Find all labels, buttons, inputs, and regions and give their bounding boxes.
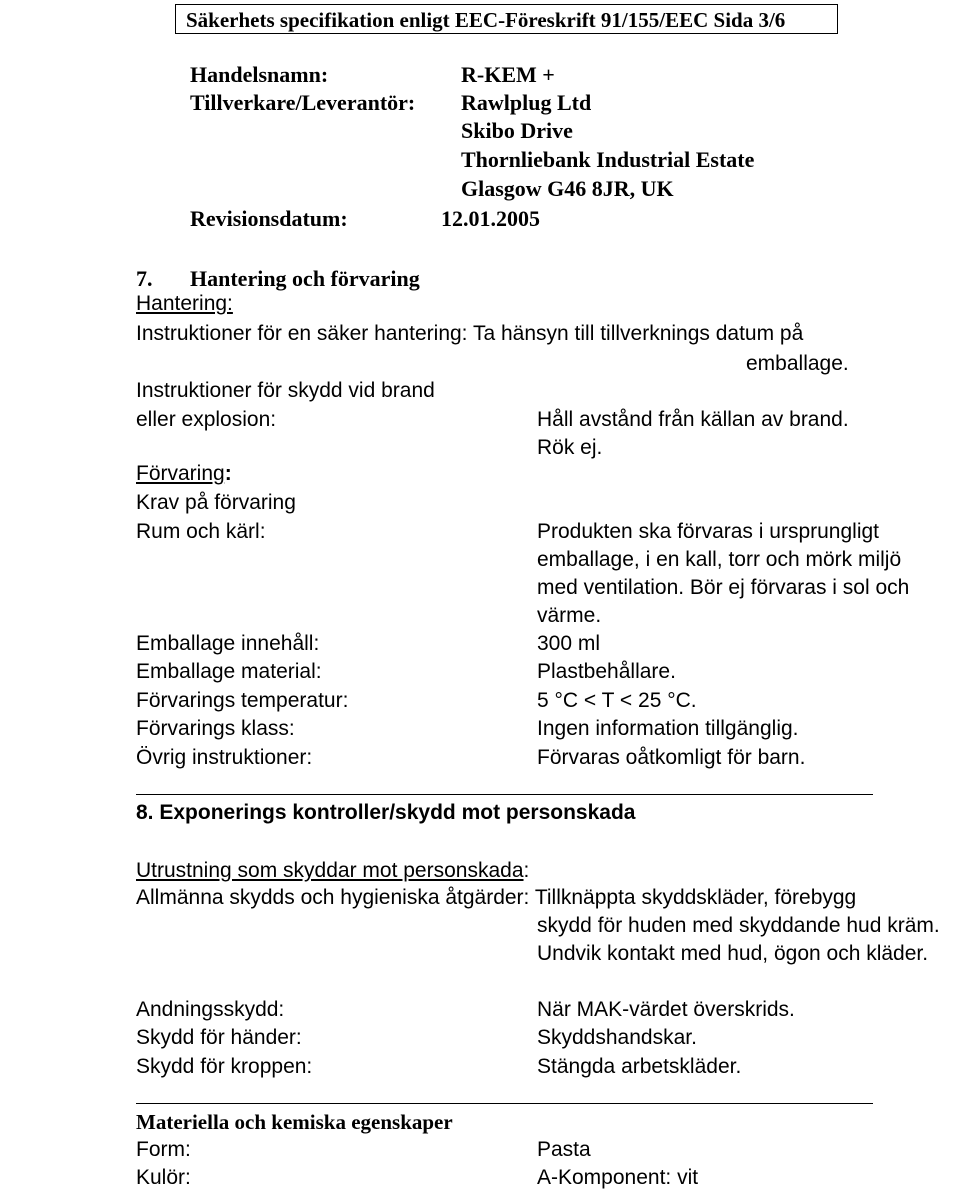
divider	[136, 1103, 873, 1104]
row-value: Ingen information tillgänglig.	[537, 717, 799, 740]
handling-heading: Hantering:	[136, 292, 233, 315]
section7-title: Hantering och förvaring	[190, 266, 420, 291]
row-label: Övrig instruktioner:	[136, 746, 313, 769]
rooms-value-line: emballage, i en kall, torr och mörk miljö	[537, 548, 902, 571]
header-title: Säkerhets specifikation enligt EEC-Föreskrift 91/155/EEC Sida 3/6	[186, 8, 786, 32]
row-value: Stängda arbetskläder.	[537, 1055, 742, 1078]
fire-label: eller explosion:	[136, 408, 277, 431]
manufacturer-label: Tillverkare/Leverantör:	[190, 90, 416, 115]
revision-label: Revisionsdatum:	[190, 206, 348, 231]
ppe-heading: Utrustning som skyddar mot personskada	[136, 859, 524, 882]
manufacturer-line: Thornliebank Industrial Estate	[461, 147, 755, 172]
tradename-value: R-KEM +	[461, 62, 555, 87]
section8-title: 8. Exponerings kontroller/skydd mot personskada	[136, 801, 636, 824]
row-value: A-Komponent: vit	[537, 1166, 699, 1189]
row-value: Pasta	[537, 1138, 591, 1161]
storage-colon: :	[224, 462, 232, 485]
rooms-value-line: med ventilation. Bör ej förvaras i sol och	[537, 576, 910, 599]
row-label: Andningsskydd:	[136, 998, 285, 1021]
rooms-label: Rum och kärl:	[136, 520, 266, 543]
fire-value: Håll avstånd från källan av brand.	[537, 408, 849, 431]
general-measures-line: skydd för huden med skyddande hud kräm.	[537, 914, 940, 937]
row-value: Plastbehållare.	[537, 660, 676, 683]
row-value: Skyddshandskar.	[537, 1026, 697, 1049]
row-value: 5 °C < T < 25 °C.	[537, 689, 697, 712]
manufacturer-line: Glasgow G46 8JR, UK	[461, 176, 674, 201]
rooms-value-line: Produkten ska förvaras i ursprungligt	[537, 520, 879, 543]
row-value: 300 ml	[537, 632, 601, 655]
row-value: När MAK-värdet överskrids.	[537, 998, 795, 1021]
section7-number: 7.	[136, 266, 153, 291]
general-measures-line: Allmänna skydds och hygieniska åtgärder: Tillknäppta skyddskläder, förebygg	[136, 886, 857, 909]
safe-handling-line: emballage.	[746, 352, 849, 375]
divider	[136, 794, 873, 795]
storage-heading-wrap	[136, 462, 232, 486]
row-label: Form:	[136, 1138, 191, 1161]
row-label: Skydd för kroppen:	[136, 1055, 313, 1078]
rooms-value-line: värme.	[537, 604, 602, 627]
fire-value: Rök ej.	[537, 436, 603, 459]
ppe-colon: :	[523, 859, 530, 882]
safe-handling-line: Instruktioner för en säker hantering: Ta hänsyn till tillverknings datum på	[136, 322, 804, 345]
section9-title: Materiella och kemiska egenskaper	[136, 1110, 453, 1134]
manufacturer-line: Rawlplug Ltd	[461, 90, 592, 115]
row-label: Förvarings klass:	[136, 717, 295, 740]
row-label: Kulör:	[136, 1166, 191, 1189]
header-box	[175, 4, 838, 34]
row-value: Förvaras oåtkomligt för barn.	[537, 746, 806, 769]
tradename-label: Handelsnamn:	[190, 62, 329, 87]
ppe-heading-wrap	[136, 859, 529, 883]
row-label: Emballage material:	[136, 660, 322, 683]
fire-label: Instruktioner för skydd vid brand	[136, 379, 435, 402]
row-label: Förvarings temperatur:	[136, 689, 349, 712]
row-label: Emballage innehåll:	[136, 632, 320, 655]
row-label: Skydd för händer:	[136, 1026, 302, 1049]
revision-value: 12.01.2005	[441, 206, 540, 231]
storage-heading: Förvaring	[136, 462, 225, 485]
general-measures-line: Undvik kontakt med hud, ögon och kläder.	[537, 942, 929, 965]
manufacturer-line: Skibo Drive	[461, 118, 573, 143]
storage-requirements: Krav på förvaring	[136, 491, 296, 514]
